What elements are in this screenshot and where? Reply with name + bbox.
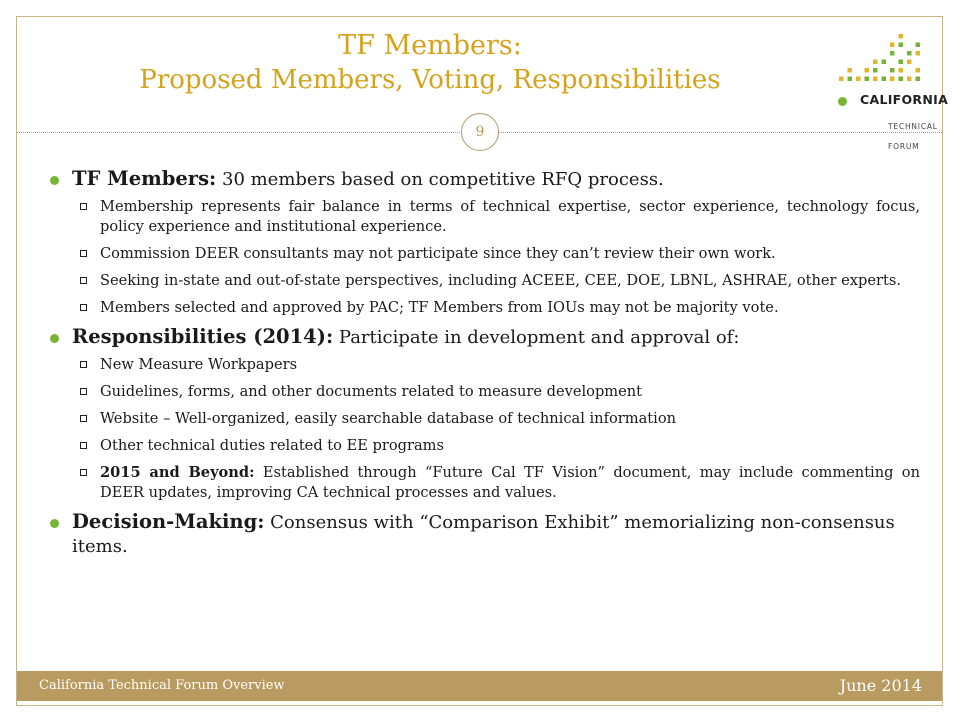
logo-dot — [916, 43, 921, 48]
checkbox-bullet-icon — [80, 250, 87, 257]
logo-dot — [882, 60, 887, 65]
logo-dot — [907, 51, 912, 56]
checkbox-bullet-icon — [80, 415, 87, 422]
sub-bullet-text: Seeking in-state and out-of-state perspectives, including ACEEE, CEE, DOE, LBNL, ASHRAE, other experts. — [100, 272, 901, 289]
sub-bullet-text: Members selected and approved by PAC; TF Members from IOUs may not be majority vote. — [100, 299, 779, 316]
sub-bullet — [50, 436, 920, 456]
bullet-text: 30 members based on competitive RFQ process. — [216, 169, 664, 190]
sub-bullet — [50, 382, 920, 402]
bullet-label: Responsibilities (2014): — [72, 325, 334, 348]
logo-dot — [873, 68, 878, 73]
logo-dot — [899, 43, 904, 48]
logo-line-1: CALIFORNIA — [838, 88, 928, 112]
title-line-1: TF Members: — [338, 30, 522, 61]
logo-dot — [907, 60, 912, 65]
bullet-decision-making — [50, 510, 920, 559]
sub-bullet — [50, 197, 920, 237]
logo-dot — [839, 77, 844, 82]
logo-dot — [916, 51, 921, 56]
logo-dot — [890, 43, 895, 48]
sub-bullet-text: Guidelines, forms, and other documents related to measure development — [100, 383, 643, 400]
slide-content — [50, 167, 920, 564]
footer-date: June 2014 — [839, 676, 922, 695]
checkbox-bullet-icon — [80, 203, 87, 210]
sub-bullet — [50, 463, 920, 503]
sub-bullet-bold: 2015 and Beyond: — [100, 464, 255, 481]
sub-bullet — [50, 409, 920, 429]
bullet-members — [50, 167, 920, 192]
sub-bullet — [50, 298, 920, 318]
sub-bullet-text: Website – Well-organized, easily searchable database of technical information — [100, 410, 677, 427]
sub-bullet-text: Commission DEER consultants may not participate since they can’t review their own work. — [100, 245, 776, 262]
checkbox-bullet-icon — [80, 388, 87, 395]
logo-dot — [899, 60, 904, 65]
checkbox-bullet-icon — [80, 277, 87, 284]
checkbox-bullet-icon — [80, 469, 87, 476]
checkbox-bullet-icon — [80, 361, 87, 368]
checkbox-bullet-icon — [80, 304, 87, 311]
logo-dot — [882, 77, 887, 82]
slide-title — [40, 28, 820, 98]
sub-bullet-text: New Measure Workpapers — [100, 356, 298, 373]
logo-dot — [916, 68, 921, 73]
logo-dot — [873, 77, 878, 82]
sub-bullet — [50, 271, 920, 291]
bullet-text: Participate in development and approval of: — [333, 327, 740, 348]
logo-dot — [916, 77, 921, 82]
logo-line-2: TECHNICAL FORUM — [888, 122, 938, 151]
footer-title: California Technical Forum Overview — [39, 678, 285, 693]
bullet-text: Consensus with “Comparison Exhibit” memorializing non-consensus items. — [72, 512, 895, 557]
logo-dot — [890, 68, 895, 73]
sub-bullet-text: Established through “Future Cal TF Vision” document, may include commenting on DEER updates, improving CA technical processes and values. — [100, 464, 920, 501]
bullet-label: Decision-Making: — [72, 510, 265, 533]
sub-bullet — [50, 244, 920, 264]
sub-bullet-text: Other technical duties related to EE programs — [100, 437, 444, 454]
logo-dot — [899, 77, 904, 82]
footer-bar — [17, 671, 942, 701]
logo-dot — [873, 60, 878, 65]
logo-dot — [899, 34, 904, 39]
bullet-responsibilities — [50, 325, 920, 350]
bullet-label: TF Members: — [72, 167, 217, 190]
logo-dot — [899, 68, 904, 73]
logo-text — [838, 88, 949, 164]
title-line-2: Proposed Members, Voting, Responsibilities — [139, 65, 721, 95]
logo-dot — [907, 77, 912, 82]
logo-dot — [865, 77, 870, 82]
logo-dot — [856, 77, 861, 82]
sub-bullet — [50, 355, 920, 375]
logo-dot — [848, 68, 853, 73]
logo-dot — [865, 68, 870, 73]
sub-bullet-text: Membership represents fair balance in terms of technical expertise, sector experience, technology focus, policy experience and institutional experience. — [100, 198, 920, 235]
page-number: 9 — [461, 113, 499, 151]
checkbox-bullet-icon — [80, 442, 87, 449]
logo-dot — [890, 77, 895, 82]
logo-dot — [890, 51, 895, 56]
logo-dot — [848, 77, 853, 82]
